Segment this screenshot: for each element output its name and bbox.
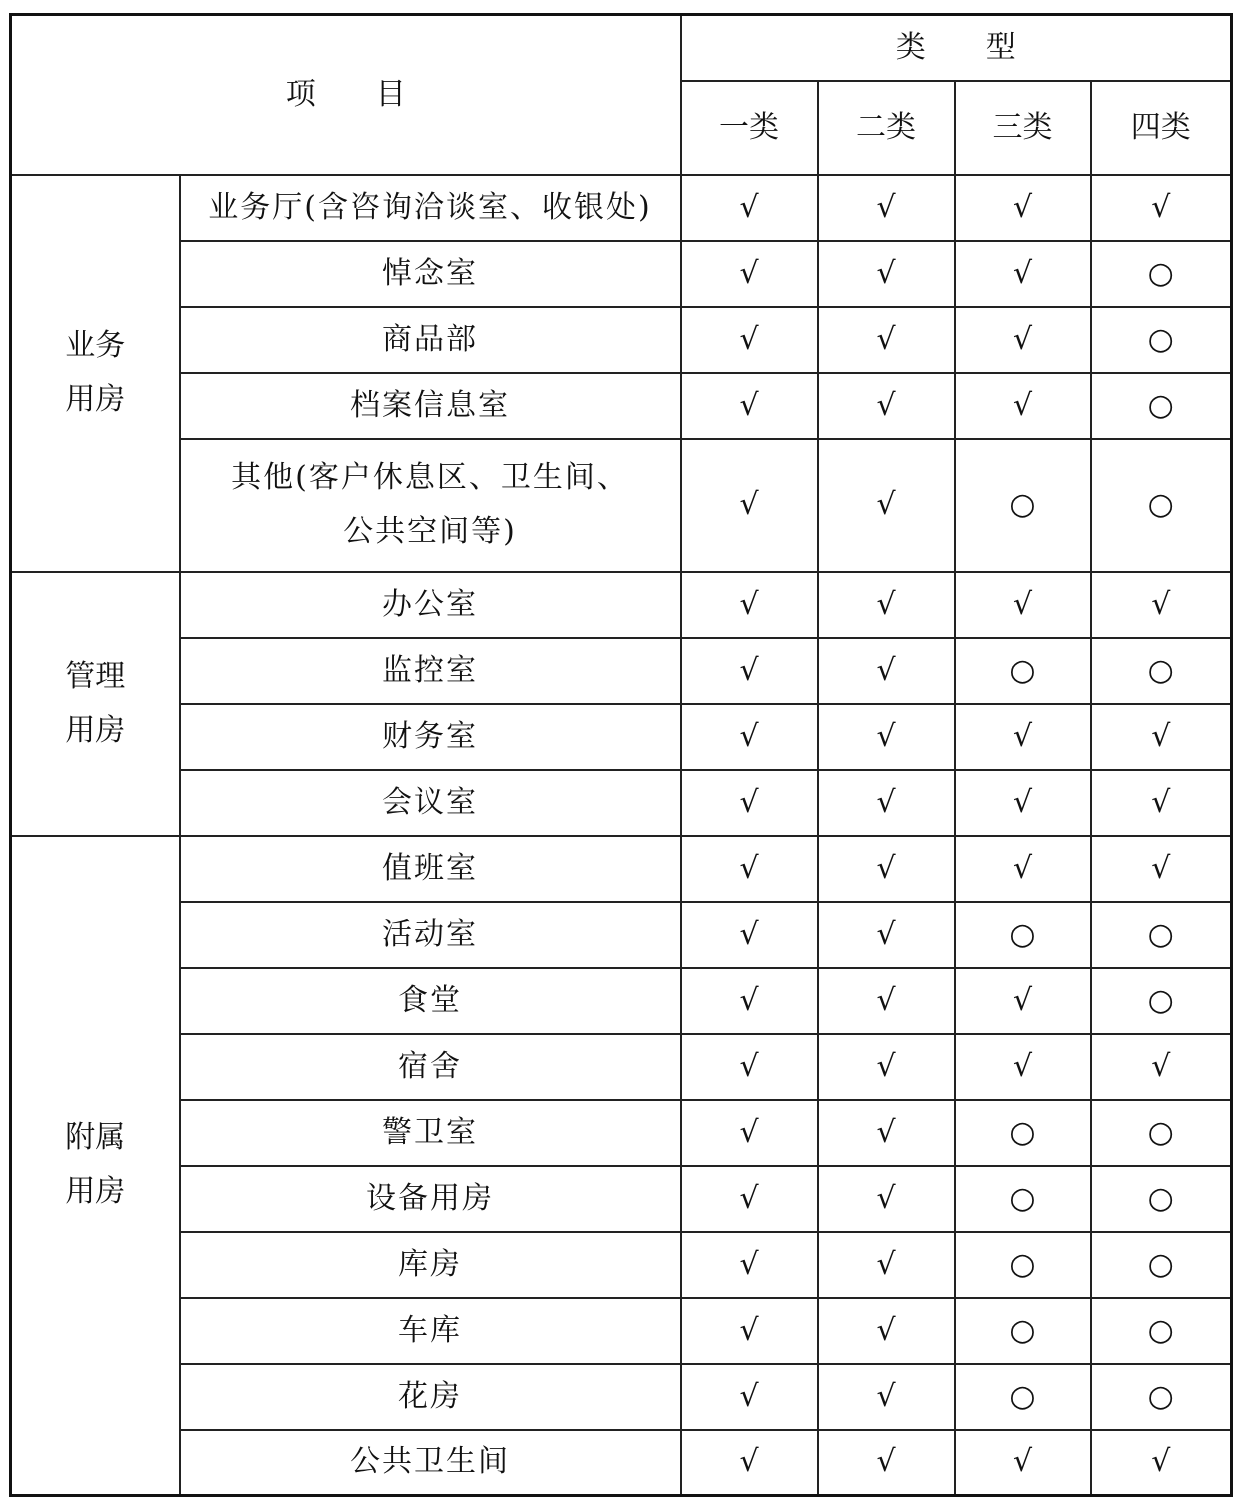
mark-cell: ○ bbox=[955, 1298, 1091, 1364]
room-label: 档案信息室 bbox=[180, 373, 681, 439]
mark-cell: √ bbox=[681, 373, 818, 439]
mark-cell: √ bbox=[955, 770, 1091, 836]
mark-cell: √ bbox=[681, 968, 818, 1034]
table-row bbox=[11, 1430, 1232, 1496]
mark-cell: √ bbox=[681, 175, 818, 241]
room-label-line: 其他(客户休息区、卫生间、 bbox=[231, 460, 629, 495]
table-row bbox=[11, 1298, 1232, 1364]
mark-cell: √ bbox=[955, 307, 1091, 373]
table-row bbox=[11, 638, 1232, 704]
mark-cell: ○ bbox=[1091, 439, 1232, 572]
table-row bbox=[11, 1166, 1232, 1232]
mark-cell: √ bbox=[818, 968, 955, 1034]
room-label: 设备用房 bbox=[180, 1166, 681, 1232]
room-label: 监控室 bbox=[180, 638, 681, 704]
mark-cell: ○ bbox=[955, 638, 1091, 704]
mark-cell: √ bbox=[681, 439, 818, 572]
mark-cell: √ bbox=[681, 572, 818, 638]
mark-cell: √ bbox=[818, 1364, 955, 1430]
room-label: 会议室 bbox=[180, 770, 681, 836]
mark-cell: √ bbox=[681, 307, 818, 373]
header-type: 类 型 bbox=[681, 15, 1232, 81]
mark-cell: √ bbox=[681, 1364, 818, 1430]
table-row bbox=[11, 836, 1232, 902]
mark-cell: √ bbox=[681, 1034, 818, 1100]
table-row bbox=[11, 241, 1232, 307]
mark-cell: √ bbox=[955, 1034, 1091, 1100]
table-row bbox=[11, 439, 1232, 572]
mark-cell: ○ bbox=[1091, 638, 1232, 704]
mark-cell: √ bbox=[818, 1298, 955, 1364]
room-label: 警卫室 bbox=[180, 1100, 681, 1166]
mark-cell: √ bbox=[818, 241, 955, 307]
mark-cell: ○ bbox=[955, 1364, 1091, 1430]
mark-cell: √ bbox=[681, 1298, 818, 1364]
table-row bbox=[11, 175, 1232, 241]
mark-cell: ○ bbox=[1091, 1298, 1232, 1364]
table-row bbox=[11, 1034, 1232, 1100]
mark-cell: ○ bbox=[1091, 241, 1232, 307]
header-item: 项 目 bbox=[11, 15, 681, 175]
table-row bbox=[11, 704, 1232, 770]
mark-cell: √ bbox=[955, 175, 1091, 241]
mark-cell: √ bbox=[681, 241, 818, 307]
mark-cell: √ bbox=[681, 1232, 818, 1298]
mark-cell: ○ bbox=[1091, 968, 1232, 1034]
mark-cell: √ bbox=[818, 439, 955, 572]
mark-cell: ○ bbox=[1091, 1100, 1232, 1166]
room-label: 食堂 bbox=[180, 968, 681, 1034]
mark-cell: √ bbox=[818, 1232, 955, 1298]
mark-cell: √ bbox=[1091, 175, 1232, 241]
mark-cell: √ bbox=[1091, 770, 1232, 836]
group-name bbox=[11, 836, 180, 1496]
mark-cell: ○ bbox=[1091, 1166, 1232, 1232]
mark-cell: ○ bbox=[955, 1100, 1091, 1166]
room-label: 车库 bbox=[180, 1298, 681, 1364]
header-type-2: 二类 bbox=[818, 81, 955, 175]
table-row bbox=[11, 572, 1232, 638]
mark-cell: ○ bbox=[955, 1232, 1091, 1298]
group-name-line: 用房 bbox=[65, 712, 126, 748]
table-row bbox=[11, 902, 1232, 968]
group-name bbox=[11, 175, 180, 572]
mark-cell: √ bbox=[1091, 572, 1232, 638]
room-type-table bbox=[9, 13, 1233, 1497]
mark-cell: √ bbox=[955, 1430, 1091, 1496]
room-label-line: 公共空间等) bbox=[343, 514, 517, 549]
table-row bbox=[11, 770, 1232, 836]
room-label: 财务室 bbox=[180, 704, 681, 770]
mark-cell: √ bbox=[818, 307, 955, 373]
mark-cell: √ bbox=[818, 1100, 955, 1166]
table-row bbox=[11, 373, 1232, 439]
mark-cell: ○ bbox=[955, 1166, 1091, 1232]
mark-cell: √ bbox=[955, 572, 1091, 638]
group-name-line: 附属 bbox=[65, 1120, 126, 1156]
mark-cell: ○ bbox=[1091, 1232, 1232, 1298]
mark-cell: √ bbox=[1091, 1034, 1232, 1100]
room-label: 宿舍 bbox=[180, 1034, 681, 1100]
header-type-4: 四类 bbox=[1091, 81, 1232, 175]
mark-cell: √ bbox=[955, 836, 1091, 902]
mark-cell: √ bbox=[955, 704, 1091, 770]
room-label bbox=[180, 439, 681, 572]
mark-cell: √ bbox=[1091, 704, 1232, 770]
room-label: 值班室 bbox=[180, 836, 681, 902]
header-type-1: 一类 bbox=[681, 81, 818, 175]
mark-cell: √ bbox=[681, 1166, 818, 1232]
mark-cell: ○ bbox=[1091, 1364, 1232, 1430]
mark-cell: √ bbox=[818, 704, 955, 770]
mark-cell: ○ bbox=[1091, 307, 1232, 373]
mark-cell: √ bbox=[681, 836, 818, 902]
mark-cell: √ bbox=[818, 638, 955, 704]
mark-cell: √ bbox=[818, 770, 955, 836]
mark-cell: √ bbox=[681, 704, 818, 770]
room-label: 办公室 bbox=[180, 572, 681, 638]
mark-cell: √ bbox=[818, 836, 955, 902]
group-name-line: 业务 bbox=[65, 328, 126, 363]
mark-cell: √ bbox=[818, 1430, 955, 1496]
table-row bbox=[11, 307, 1232, 373]
header-type-3: 三类 bbox=[955, 81, 1091, 175]
mark-cell: √ bbox=[681, 638, 818, 704]
room-label: 公共卫生间 bbox=[180, 1430, 681, 1496]
table-row bbox=[11, 1364, 1232, 1430]
room-label: 花房 bbox=[180, 1364, 681, 1430]
group-name-line: 管理 bbox=[65, 658, 126, 694]
room-label: 商品部 bbox=[180, 307, 681, 373]
mark-cell: √ bbox=[818, 902, 955, 968]
mark-cell: √ bbox=[818, 572, 955, 638]
mark-cell: √ bbox=[818, 1166, 955, 1232]
mark-cell: √ bbox=[681, 1100, 818, 1166]
mark-cell: √ bbox=[955, 968, 1091, 1034]
mark-cell: √ bbox=[818, 1034, 955, 1100]
group-name-line: 用房 bbox=[65, 1174, 126, 1210]
room-label: 库房 bbox=[180, 1232, 681, 1298]
mark-cell: √ bbox=[955, 241, 1091, 307]
mark-cell: √ bbox=[681, 770, 818, 836]
room-label: 业务厅(含咨询洽谈室、收银处) bbox=[180, 175, 681, 241]
mark-cell: √ bbox=[681, 902, 818, 968]
mark-cell: √ bbox=[955, 373, 1091, 439]
mark-cell: √ bbox=[1091, 1430, 1232, 1496]
group-name bbox=[11, 572, 180, 836]
table-row bbox=[11, 1100, 1232, 1166]
mark-cell: √ bbox=[818, 175, 955, 241]
table-row bbox=[11, 1232, 1232, 1298]
room-label: 活动室 bbox=[180, 902, 681, 968]
group-name-line: 用房 bbox=[65, 382, 126, 417]
mark-cell: ○ bbox=[955, 439, 1091, 572]
mark-cell: √ bbox=[818, 373, 955, 439]
table-row bbox=[11, 968, 1232, 1034]
room-label: 悼念室 bbox=[180, 241, 681, 307]
mark-cell: ○ bbox=[1091, 902, 1232, 968]
mark-cell: ○ bbox=[955, 902, 1091, 968]
mark-cell: ○ bbox=[1091, 373, 1232, 439]
mark-cell: √ bbox=[1091, 836, 1232, 902]
mark-cell: √ bbox=[681, 1430, 818, 1496]
